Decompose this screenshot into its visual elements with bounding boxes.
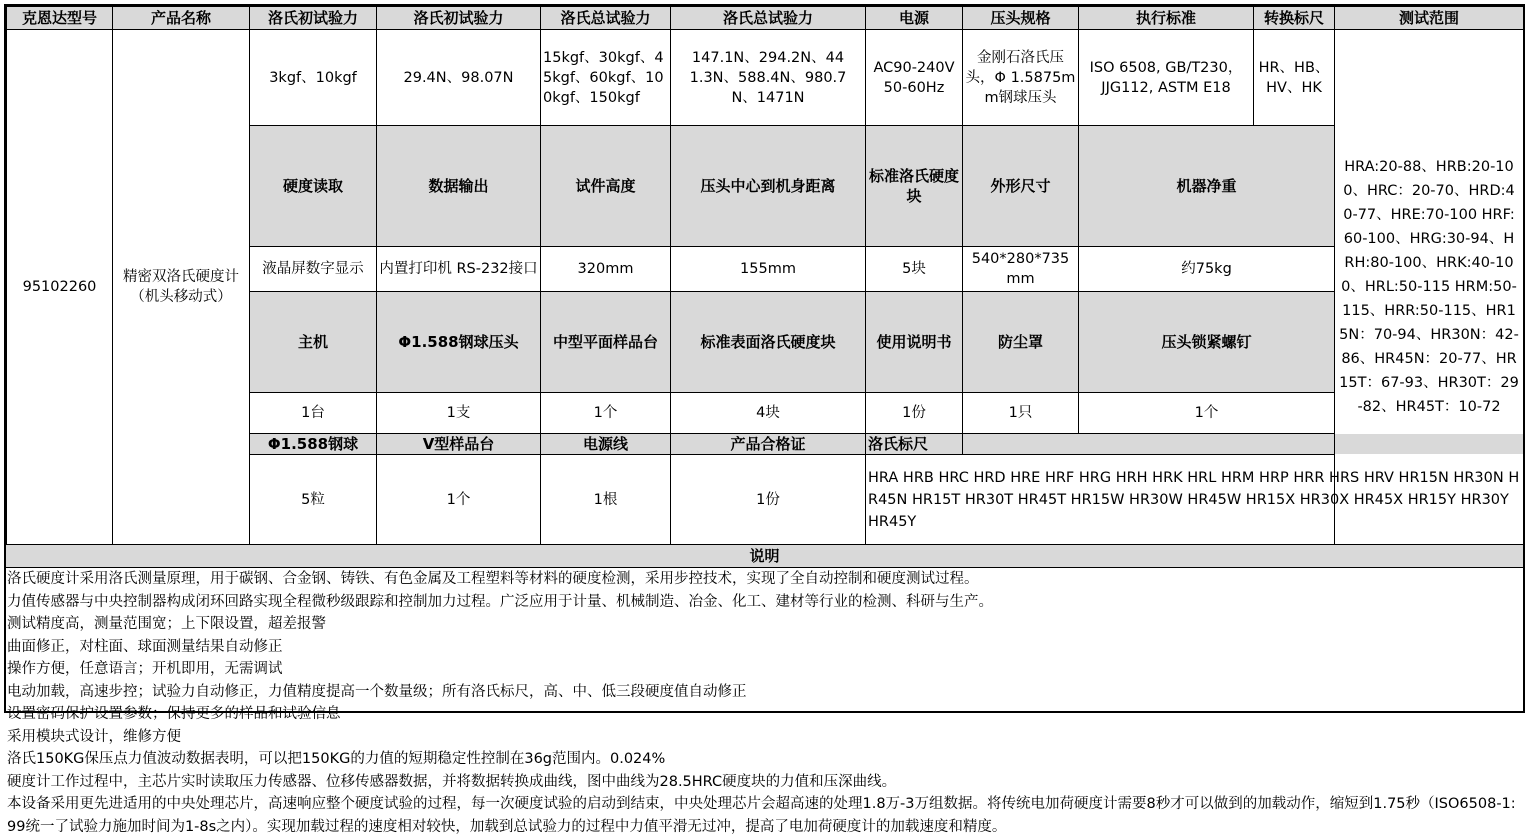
spec-output: 内置打印机 RS-232接口 xyxy=(377,247,541,292)
accessory-qty: 1只 xyxy=(963,393,1079,434)
spec-table xyxy=(6,6,1524,545)
note-line: 力值传感器与中央控制器构成闭环回路实现全程微秒级跟踪和控制加力过程。广泛应用于计量、机械制造、冶金、化工、建材等行业的检测、科研与生产。 xyxy=(7,593,993,610)
note-line: 测试精度高，测量范围宽；上下限设置，超差报警 xyxy=(7,616,326,632)
header-preload: 洛氏初试验力 xyxy=(250,7,377,30)
accessory-name: 主机 xyxy=(250,292,377,393)
spec-header-output: 数据输出 xyxy=(377,126,541,247)
accessory-qty: 1份 xyxy=(671,455,866,545)
accessory-name: 标准表面洛氏硬度块 xyxy=(671,292,866,393)
accessory-qty: 1份 xyxy=(866,393,963,434)
indenter-spec: 金刚石洛氏压头，Φ 1.5875mm钢球压头 xyxy=(963,30,1079,126)
rockwell-scales-header: 洛氏标尺 xyxy=(866,434,963,455)
accessory-name: 使用说明书 xyxy=(866,292,963,393)
spec-sheet xyxy=(4,4,1525,835)
accessory-qty: 1个 xyxy=(1079,393,1335,434)
model-number: 95102260 xyxy=(7,30,113,545)
product-name: 精密双洛氏硬度计（机头移动式） xyxy=(113,30,250,545)
rockwell-scales-list: HRA HRB HRC HRD HRE HRF HRG HRH HRK HRL HRM HRP HRR HRS HRV HR15N HR30N HR45N HR15T HR30T HR45T HR15W HR30W HR45W HR15X HR30X HR45X HR15Y HR30Y HR45Y xyxy=(866,455,1524,545)
spec-header-throat: 压头中心到机身距离 xyxy=(671,126,866,247)
note-line: 洛氏150KG保压点力值波动数据表明，可以把150KG的力值的短期稳定性控制在36g范围内。0.024% xyxy=(7,751,666,767)
accessory-qty: 1个 xyxy=(541,393,671,434)
spec-header-dimensions: 外形尺寸 xyxy=(963,126,1079,247)
note-line: 本设备采用更先进适用的中央处理芯片，高速响应整个硬度试验的过程，每一次硬度试验的启动到结束，中央处理芯片会超高速的处理1.8万-3万组数据。将传统电加荷硬度计需要8秒才可以做到的加载动作，缩短到1.75秒（ISO6508-1:99统一了试验力施加时间为1-8s之内）。实现加载过程的速度相对较快，加载到总试验力的过程中力值平滑无过冲，提高了电加荷硬度计的加载速度和精度。 xyxy=(7,796,1516,835)
notes-body xyxy=(6,568,1523,838)
power-supply: AC90-240V 50-60Hz xyxy=(866,30,963,126)
header-total-n: 洛氏总试验力 xyxy=(671,7,866,30)
standards: ISO 6508, GB/T230，JJG112, ASTM E18 xyxy=(1079,30,1254,126)
conversion-scales: HR、HB、HV、HK xyxy=(1254,30,1335,126)
accessory-qty: 5粒 xyxy=(250,455,377,545)
header-range: 测试范围 xyxy=(1335,7,1524,30)
accessory-name: 防尘罩 xyxy=(963,292,1079,393)
accessory-qty: 1根 xyxy=(541,455,671,545)
note-line: 设置密码保护设置参数；保持更多的样品和试验信息 xyxy=(7,706,341,722)
header-power: 电源 xyxy=(866,7,963,30)
test-range: HRA:20-88、HRB:20-100、HRC：20-70、HRD:40-77、HRE:70-100 HRF:60-100、HRG:30-94、HRH:80-100、HRK:40-100、HRL:50-115 HRM:50-115、HRR:50-115、HR15N：70-94、HR30N：42-86、HR45N：20-77、HR15T：67-93、HR30T：29-82、HR45T：10-72 xyxy=(1335,30,1524,545)
accessory-qty: 1台 xyxy=(250,393,377,434)
note-line: 硬度计工作过程中，主芯片实时读取压力传感器、位移传感器数据，并将数据转换成曲线，图中曲线为28.5HRC硬度块的力值和压深曲线。 xyxy=(7,773,897,790)
accessory-qty: 1支 xyxy=(377,393,541,434)
accessory-name: 产品合格证 xyxy=(671,434,866,455)
spec-dimensions: 540*280*735mm xyxy=(963,247,1079,292)
header-name: 产品名称 xyxy=(113,7,250,30)
header-preload-n: 洛氏初试验力 xyxy=(377,7,541,30)
note-line: 电动加载，高速步控；试验力自动修正，力值精度提高一个数量级；所有洛氏标尺，高、中、低三段硬度值自动修正 xyxy=(7,683,747,700)
note-line: 洛氏硬度计采用洛氏测量原理，用于碳钢、合金钢、铸铁、有色金属及工程塑料等材料的硬度检测，采用步控技术，实现了全自动控制和硬度测试过程。 xyxy=(7,571,979,587)
spec-header-reading: 硬度读取 xyxy=(250,126,377,247)
notes-title: 说明 xyxy=(6,545,1523,568)
accessory-qty: 4块 xyxy=(671,393,866,434)
header-conversion: 转换标尺 xyxy=(1254,7,1335,30)
blank-header xyxy=(963,434,1524,455)
accessory-qty: 1个 xyxy=(377,455,541,545)
header-indenter: 压头规格 xyxy=(963,7,1079,30)
accessory-name: 压头锁紧螺钉 xyxy=(1079,292,1335,393)
spec-weight: 约75kg xyxy=(1079,247,1335,292)
preload-newton: 29.4N、98.07N xyxy=(377,30,541,126)
accessory-name: Φ1.588钢球 xyxy=(250,434,377,455)
spec-header-height: 试件高度 xyxy=(541,126,671,247)
header-model: 克恩达型号 xyxy=(7,7,113,30)
spec-height: 320mm xyxy=(541,247,671,292)
note-line: 采用模块式设计，维修方便 xyxy=(7,728,181,745)
total-newton: 147.1N、294.2N、441.3N、588.4N、980.7N、1471N xyxy=(671,30,866,126)
spec-header-weight: 机器净重 xyxy=(1079,126,1335,247)
spec-reading: 液晶屏数字显示 xyxy=(250,247,377,292)
preload-kgf: 3kgf、10kgf xyxy=(250,30,377,126)
spec-blocks: 5块 xyxy=(866,247,963,292)
total-kgf: 15kgf、30kgf、45kgf、60kgf、100kgf、150kgf xyxy=(541,30,671,126)
accessory-name: 中型平面样品台 xyxy=(541,292,671,393)
accessory-name: V型样品台 xyxy=(377,434,541,455)
header-total: 洛氏总试验力 xyxy=(541,7,671,30)
spec-header-blocks: 标准洛氏硬度块 xyxy=(866,126,963,247)
note-line: 曲面修正，对柱面、球面测量结果自动修正 xyxy=(7,638,283,655)
note-line: 操作方便，任意语言；开机即用，无需调试 xyxy=(7,661,283,677)
accessory-name: Φ1.588钢球压头 xyxy=(377,292,541,393)
header-standard: 执行标准 xyxy=(1079,7,1254,30)
spec-throat: 155mm xyxy=(671,247,866,292)
accessory-name: 电源线 xyxy=(541,434,671,455)
